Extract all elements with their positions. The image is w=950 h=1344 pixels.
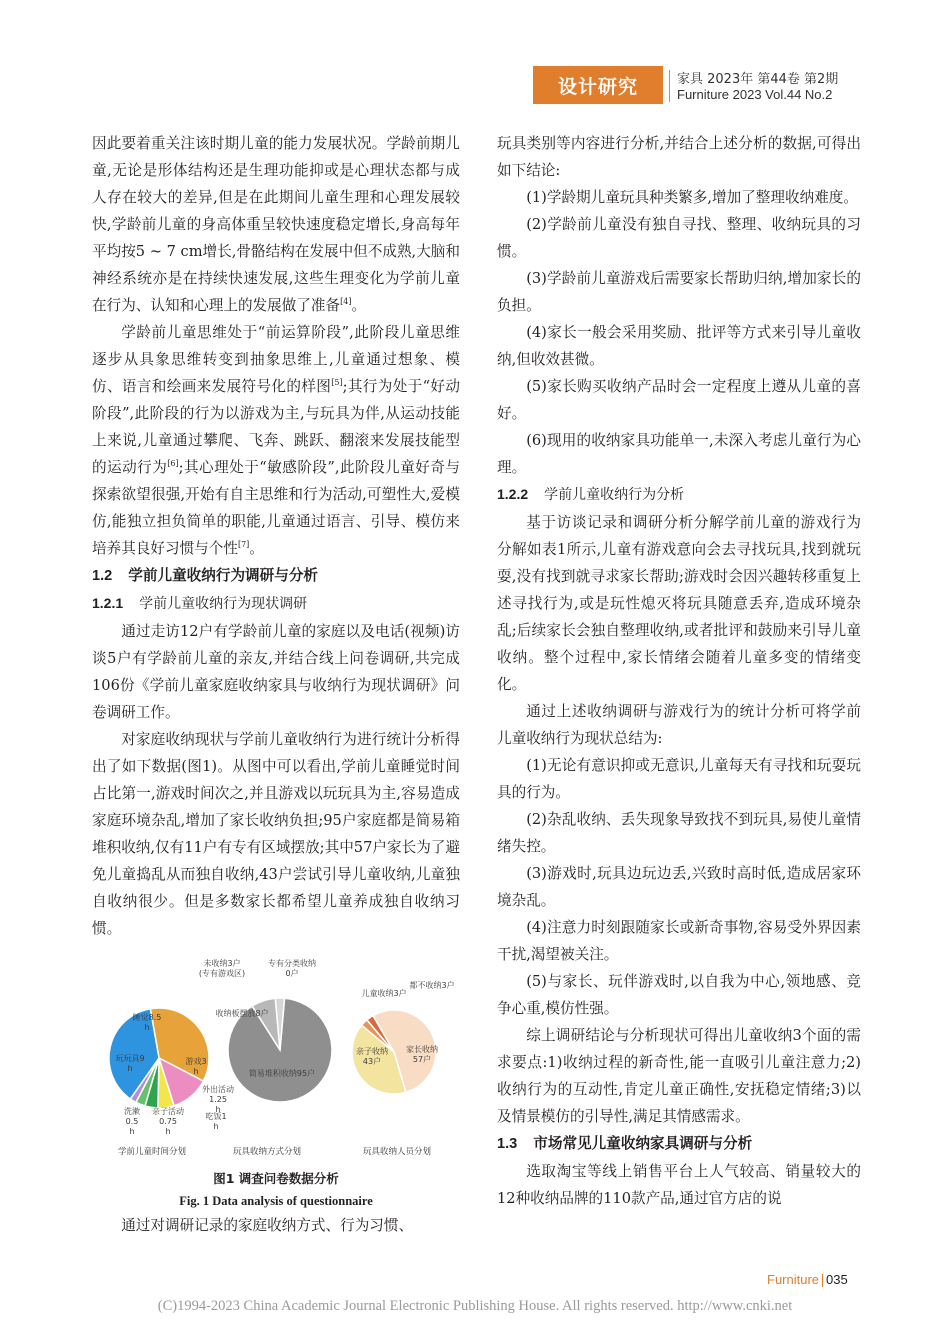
citation[interactable]: [5] <box>331 378 343 388</box>
slice-label: 吃饭1 h <box>205 1112 227 1131</box>
paragraph: 基于访谈记录和调研分析分解学前儿童的游戏行为分解如表1所示,儿童有游戏意向会去寻找玩具,找到就玩耍,没有找到就寻求家长帮助;游戏时会因兴趣转移重复上述寻找行为,或是玩性熄灭将玩具随意丢弃,造成环境杂乱;后续家长会独自整理收纳,或者批评和鼓励来引导儿童收纳。整个过程中,家长情绪会随着儿童多变的情绪变化。 <box>497 514 861 693</box>
figure-caption-en: Fig. 1 Data analysis of questionnaire <box>179 1194 373 1208</box>
slice-label: 收纳板摆放8户 <box>215 1009 269 1018</box>
page-number: 035 <box>826 1272 848 1287</box>
slice-label: 简易堆积收纳95户 <box>248 1069 316 1078</box>
paragraph: 对家庭收纳现状与学前儿童收纳行为进行统计分析得出了如下数据(图1)。从图中可以看出,学前儿童睡觉时间占比第一,游戏时间次之,并且游戏以玩玩具为主,容易造成家庭环境杂乱,增加了家长收纳负担;95户家庭都是简易箱堆积收纳,仅有11户有专有区域摆放;其中57户家长为了避免儿童捣乱从而独自收纳,43户尝试引导儿童收纳,儿童独自收纳很少。但是多数家长都希望儿童养成独自收纳习惯。 <box>92 731 460 937</box>
right-column <box>497 130 861 1212</box>
copyright-notice: (C)1994-2023 China Academic Journal Electronic Publishing House. All rights reserved. http://www.cnki.net <box>157 1298 793 1314</box>
questionnaire-charts <box>92 946 460 1166</box>
slice-label: 睡觉8.5 h <box>132 1013 162 1032</box>
chart-title: 学前儿童时间分划 <box>117 1147 187 1157</box>
paragraph: 通过上述收纳调研与游戏行为的统计分析可将学前儿童收纳行为现状总结为: <box>497 703 861 747</box>
figure-1 <box>92 946 460 1166</box>
slice-label: 洗漱 0.5 h <box>124 1107 140 1136</box>
footer-divider <box>822 1274 823 1287</box>
journal-info-en: Furniture 2023 Vol.44 No.2 <box>677 87 833 102</box>
slice-label: 都不收纳3户 <box>409 981 455 990</box>
section-badge: 设计研究 <box>533 66 663 104</box>
citation[interactable]: [4] <box>340 297 352 307</box>
section-heading-1-3: 1.3 市场常见儿童收纳家具调研与分析 <box>497 1135 753 1152</box>
citation[interactable]: [7] <box>237 540 250 550</box>
paragraph: 综上调研结论与分析现状可得出儿童收纳3个面的需求要点:1)收纳过程的新奇性,能一直吸引儿童注意力;2)收纳行为的互动性,肯定儿童正确性,安抚稳定情绪;3)以及情景模仿的引导性,满足其情感需求。 <box>497 1027 861 1125</box>
chart-title: 玩具收纳方式分划 <box>232 1147 302 1157</box>
paragraph: 通过走访12户有学龄前儿童的家庭以及电话(视频)访谈5户有学龄前儿童的亲友,并结合线上问卷调研,共完成106份《学前儿童家庭收纳家具与收纳行为现状调研》问卷调研工作。 <box>92 623 460 721</box>
header-divider <box>669 70 670 102</box>
summary-item: (4)注意力时刻跟随家长或新奇事物,容易受外界因素干扰,渴望被关注。 <box>497 919 861 963</box>
slice-label: 专有分类收纳 0户 <box>268 959 316 978</box>
paragraph: 玩具类别等内容进行分析,并结合上述分析的数据,可得出如下结论: <box>497 135 861 179</box>
conclusion-item: (4)家长一般会采用奖励、批评等方式来引导儿童收纳,但收效甚微。 <box>497 324 861 368</box>
paragraph: 因此要着重关注该时期儿童的能力发展状况。学龄前期儿童,无论是形体结构还是生理功能抑或是心理状态都与成人存在较大的差异,但是在此期间儿童生理和心理发展较快,学龄前儿童的身高体重呈较快速度稳定增长,身高每年平均按5 ~ 7 cm增长,骨骼结构在发展中但不成熟,大脑和神经系统亦是在持续快速发展,这些生理变化为学前儿童在行为、认知和心理上的发展做了准备[4]。 <box>92 135 460 314</box>
slice-label: 游戏3 h <box>185 1057 207 1076</box>
slice-label: 未收纳3户(专有游戏区) <box>198 959 246 978</box>
slice-label: 儿童收纳3户 <box>361 989 407 998</box>
citation[interactable]: [6] <box>167 459 179 469</box>
chart-title: 玩具收纳人员分划 <box>362 1147 432 1157</box>
summary-item: (2)杂乱收纳、丢失现象导致找不到玩具,易使儿童情绪失控。 <box>497 811 861 855</box>
slice-label: 外出活动 1.25 h <box>202 1085 234 1114</box>
slice-label: 玩玩具9 h <box>115 1054 145 1073</box>
slice-label: 亲子活动 0.75 h <box>152 1107 184 1136</box>
section-heading-1-2-2: 1.2.2 学前儿童收纳行为分析 <box>497 486 685 503</box>
section-heading-1-2: 1.2 学前儿童收纳行为调研与分析 <box>92 567 319 584</box>
paragraph: 选取淘宝等线上销售平台上人气较高、销量较大的12种收纳品牌的110款产品,通过官方店的说 <box>497 1163 861 1207</box>
section-heading-1-2-1: 1.2.1 学前儿童收纳行为现状调研 <box>92 595 308 612</box>
paragraph: 学龄前儿童思维处于“前运算阶段”,此阶段儿童思维逐步从具象思维转变到抽象思维上,儿童通过想象、模仿、语言和绘画来发展符号化的样图[5];其行为处于“好动阶段”,此阶段的行为以游戏为主,与玩具为伴,从运动技能上来说,儿童通过攀爬、飞奔、跳跃、翻滚来发展技能型的运动行为[6];其心理处于“敏感阶段”,此阶段儿童好奇与探索欲望很强,开始有自主思维和行为活动,可塑性大,爱模仿,能独立担负简单的职能,儿童通过语言、引导、模仿来培养其良好习惯与个性[7]。 <box>92 324 460 557</box>
journal-info-cn: 家具 2023年 第44卷 第2期 <box>677 72 839 87</box>
conclusion-item: (2)学龄前儿童没有独自寻找、整理、收纳玩具的习惯。 <box>497 216 861 260</box>
paragraph: 通过对调研记录的家庭收纳方式、行为习惯、 <box>121 1217 414 1234</box>
left-column <box>92 130 460 1239</box>
page-footer <box>767 1272 848 1287</box>
slice-label: 亲子收纳 43户 <box>356 1047 388 1066</box>
summary-item: (3)游戏时,玩具边玩边丢,兴致时高时低,造成居家环境杂乱。 <box>497 865 861 909</box>
summary-item: (5)与家长、玩伴游戏时,以自我为中心,领地感、竞争心重,模仿性强。 <box>497 973 861 1017</box>
conclusion-item: (5)家长购买收纳产品时会一定程度上遵从儿童的喜好。 <box>497 378 861 422</box>
conclusion-item: (1)学龄期儿童玩具种类繁多,增加了整理收纳难度。 <box>526 189 858 206</box>
summary-item: (1)无论有意识抑或无意识,儿童每天有寻找和玩耍玩具的行为。 <box>497 757 861 801</box>
footer-brand: Furniture <box>767 1272 820 1287</box>
conclusion-item: (3)学龄前儿童游戏后需要家长帮助归纳,增加家长的负担。 <box>497 270 861 314</box>
slice-label: 家长收纳 57户 <box>406 1045 438 1064</box>
figure-caption-cn: 图1 调查问卷数据分析 <box>213 1171 339 1186</box>
conclusion-item: (6)现用的收纳家具功能单一,未深入考虑儿童行为心理。 <box>497 432 861 476</box>
